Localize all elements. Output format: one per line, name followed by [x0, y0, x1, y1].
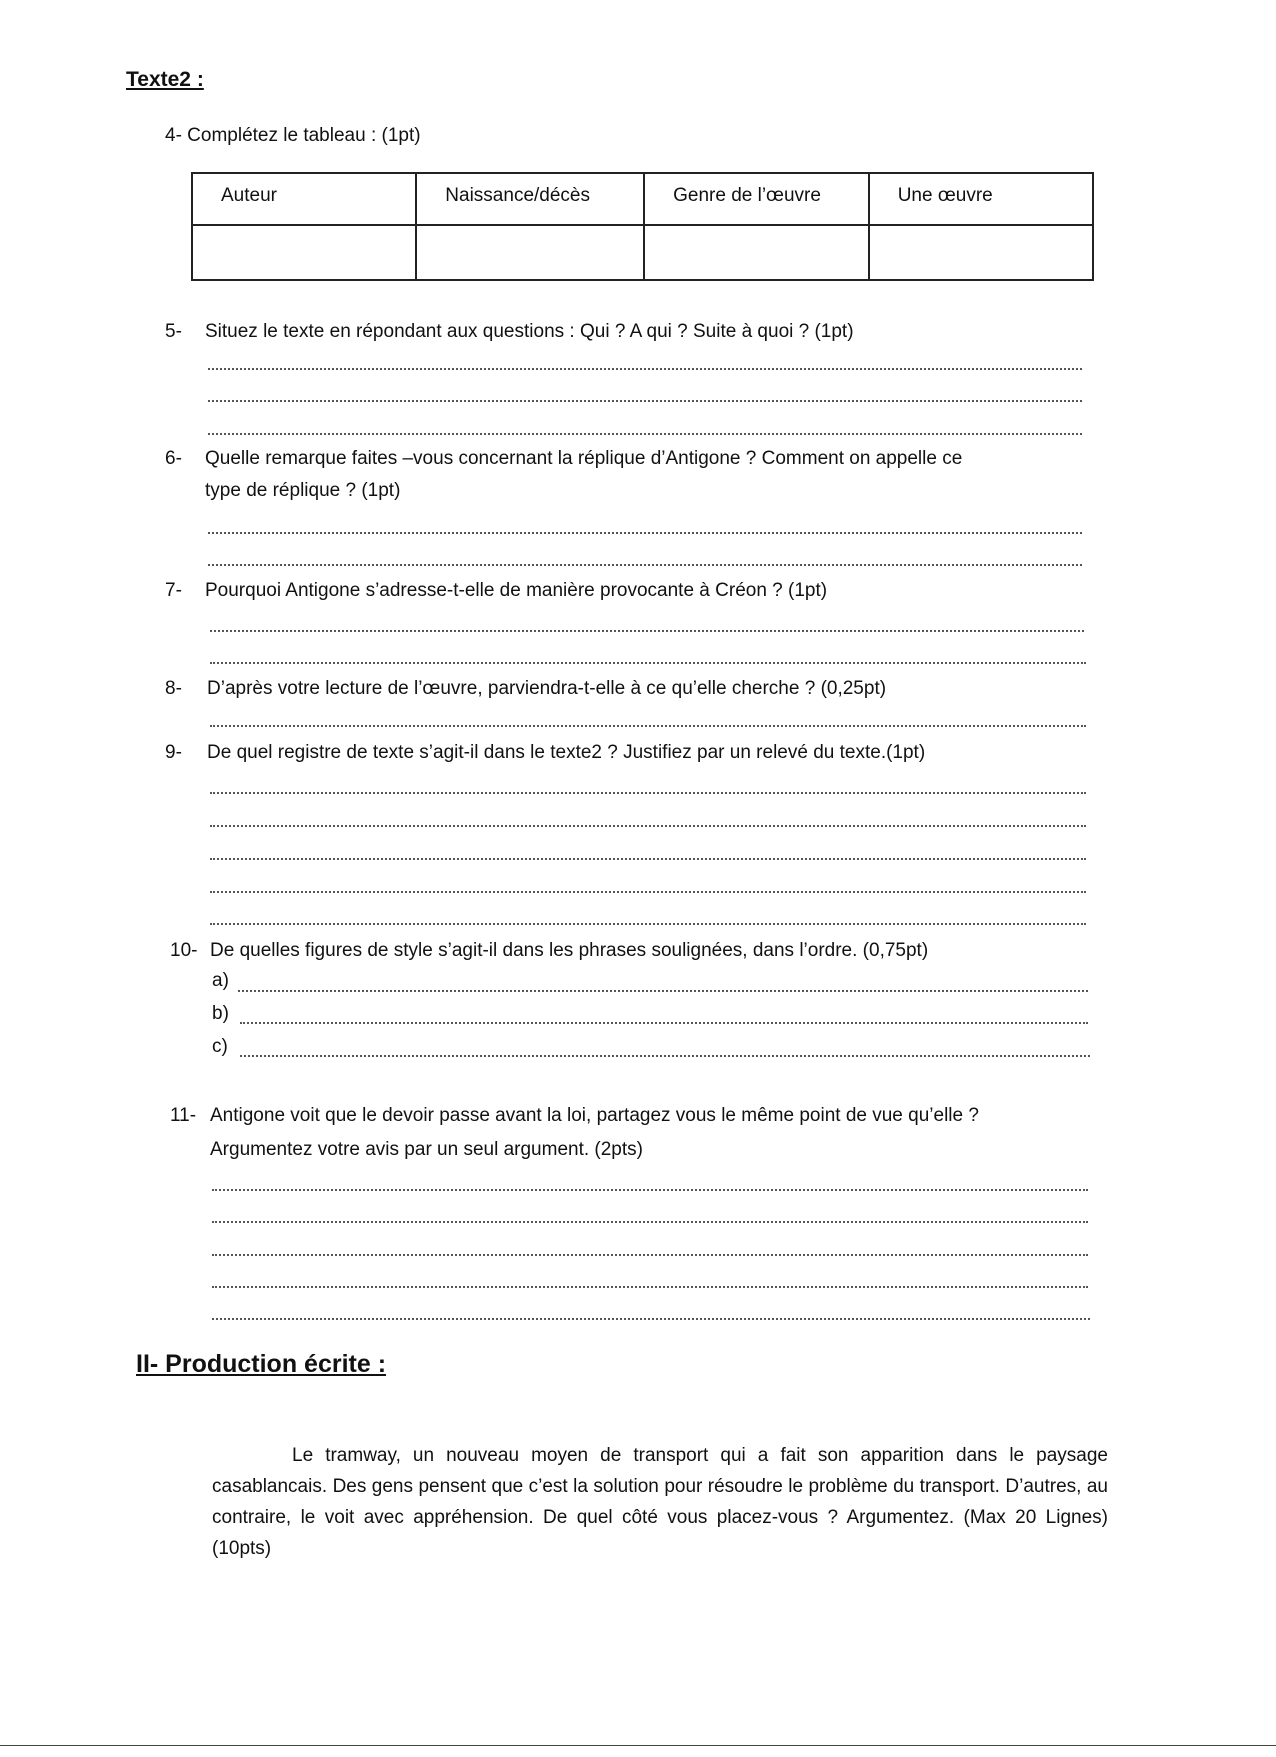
table-cell-dates[interactable] [416, 225, 644, 280]
answer-line[interactable] [212, 1189, 1088, 1191]
question-number: 6- [165, 448, 182, 469]
answer-line[interactable] [208, 564, 1082, 566]
answer-line[interactable] [208, 433, 1082, 435]
answer-line[interactable] [210, 725, 1086, 727]
table-header-dates: Naissance/décès [416, 173, 644, 225]
answer-line[interactable] [208, 532, 1082, 534]
page-bottom-rule [0, 1745, 1276, 1746]
question-text: De quelles figures de style s’agit-il dans les phrases soulignées, dans l’ordre. (0,75pt) [210, 940, 929, 961]
answer-line[interactable] [210, 825, 1086, 827]
question-4: 4- Complétez le tableau : (1pt) [165, 125, 421, 146]
question-number: 8- [165, 678, 182, 699]
table-cell-work[interactable] [869, 225, 1093, 280]
table-header-work: Une œuvre [869, 173, 1093, 225]
table-header-genre: Genre de l’œuvre [644, 173, 869, 225]
question-text: De quel registre de texte s’agit-il dans le texte2 ? Justifiez par un relevé du texte.(1pt) [207, 742, 926, 763]
question-text-continued: Argumentez votre avis par un seul argument. (2pts) [210, 1139, 643, 1160]
answer-line[interactable] [210, 630, 1084, 632]
question-text: D’après votre lecture de l’œuvre, parviendra-t-elle à ce qu’elle cherche ? (0,25pt) [207, 678, 887, 699]
answer-line[interactable] [208, 368, 1082, 370]
answer-line[interactable] [210, 792, 1086, 794]
question-text: Situez le texte en répondant aux questions : Qui ? A qui ? Suite à quoi ? (1pt) [205, 321, 854, 342]
question-text: Antigone voit que le devoir passe avant la loi, partagez vous le même point de vue qu’elle ? [210, 1105, 979, 1126]
question-text-continued: type de réplique ? (1pt) [205, 480, 401, 501]
sub-answer-a-label: a) [212, 970, 229, 991]
sub-answer-a-line[interactable] [238, 990, 1088, 992]
section-heading-production: II- Production écrite : [136, 1350, 387, 1378]
answer-line[interactable] [212, 1286, 1088, 1288]
sub-answer-b-label: b) [212, 1003, 229, 1024]
production-prompt [212, 1440, 1108, 1564]
answer-line[interactable] [212, 1254, 1088, 1256]
table-cell-author[interactable] [192, 225, 416, 280]
answer-line[interactable] [210, 858, 1086, 860]
question-text: Pourquoi Antigone s’adresse-t-elle de manière provocante à Créon ? (1pt) [205, 580, 828, 601]
answer-line[interactable] [210, 891, 1086, 893]
info-table [191, 172, 1094, 281]
table-header-author: Auteur [192, 173, 416, 225]
question-number: 9- [165, 742, 182, 763]
question-number: 11- [170, 1105, 197, 1126]
sub-answer-b-line[interactable] [240, 1022, 1088, 1024]
question-number: 10- [170, 940, 198, 961]
answer-line[interactable] [212, 1318, 1090, 1320]
answer-line[interactable] [212, 1221, 1088, 1223]
sub-answer-c-line[interactable] [240, 1055, 1090, 1057]
question-number: 5- [165, 321, 182, 342]
production-prompt-text: Le tramway, un nouveau moyen de transport qui a fait son apparition dans le paysage casablancais. Des gens pensent que c’est la solution pour résoudre le problème du transport. D’autres, au contraire, le voit avec appréhension. De quel côté vous placez-vous ? Argumentez. (Max 20 Lignes) (10pts) [212, 1445, 1108, 1559]
texte2-title: Texte2 : [126, 68, 204, 91]
question-text: Quelle remarque faites –vous concernant la réplique d’Antigone ? Comment on appelle ce [205, 448, 963, 469]
question-number: 7- [165, 580, 182, 601]
answer-line[interactable] [210, 662, 1086, 664]
answer-line[interactable] [210, 923, 1086, 925]
table-cell-genre[interactable] [644, 225, 869, 280]
sub-answer-c-label: c) [212, 1036, 228, 1057]
answer-line[interactable] [208, 400, 1082, 402]
